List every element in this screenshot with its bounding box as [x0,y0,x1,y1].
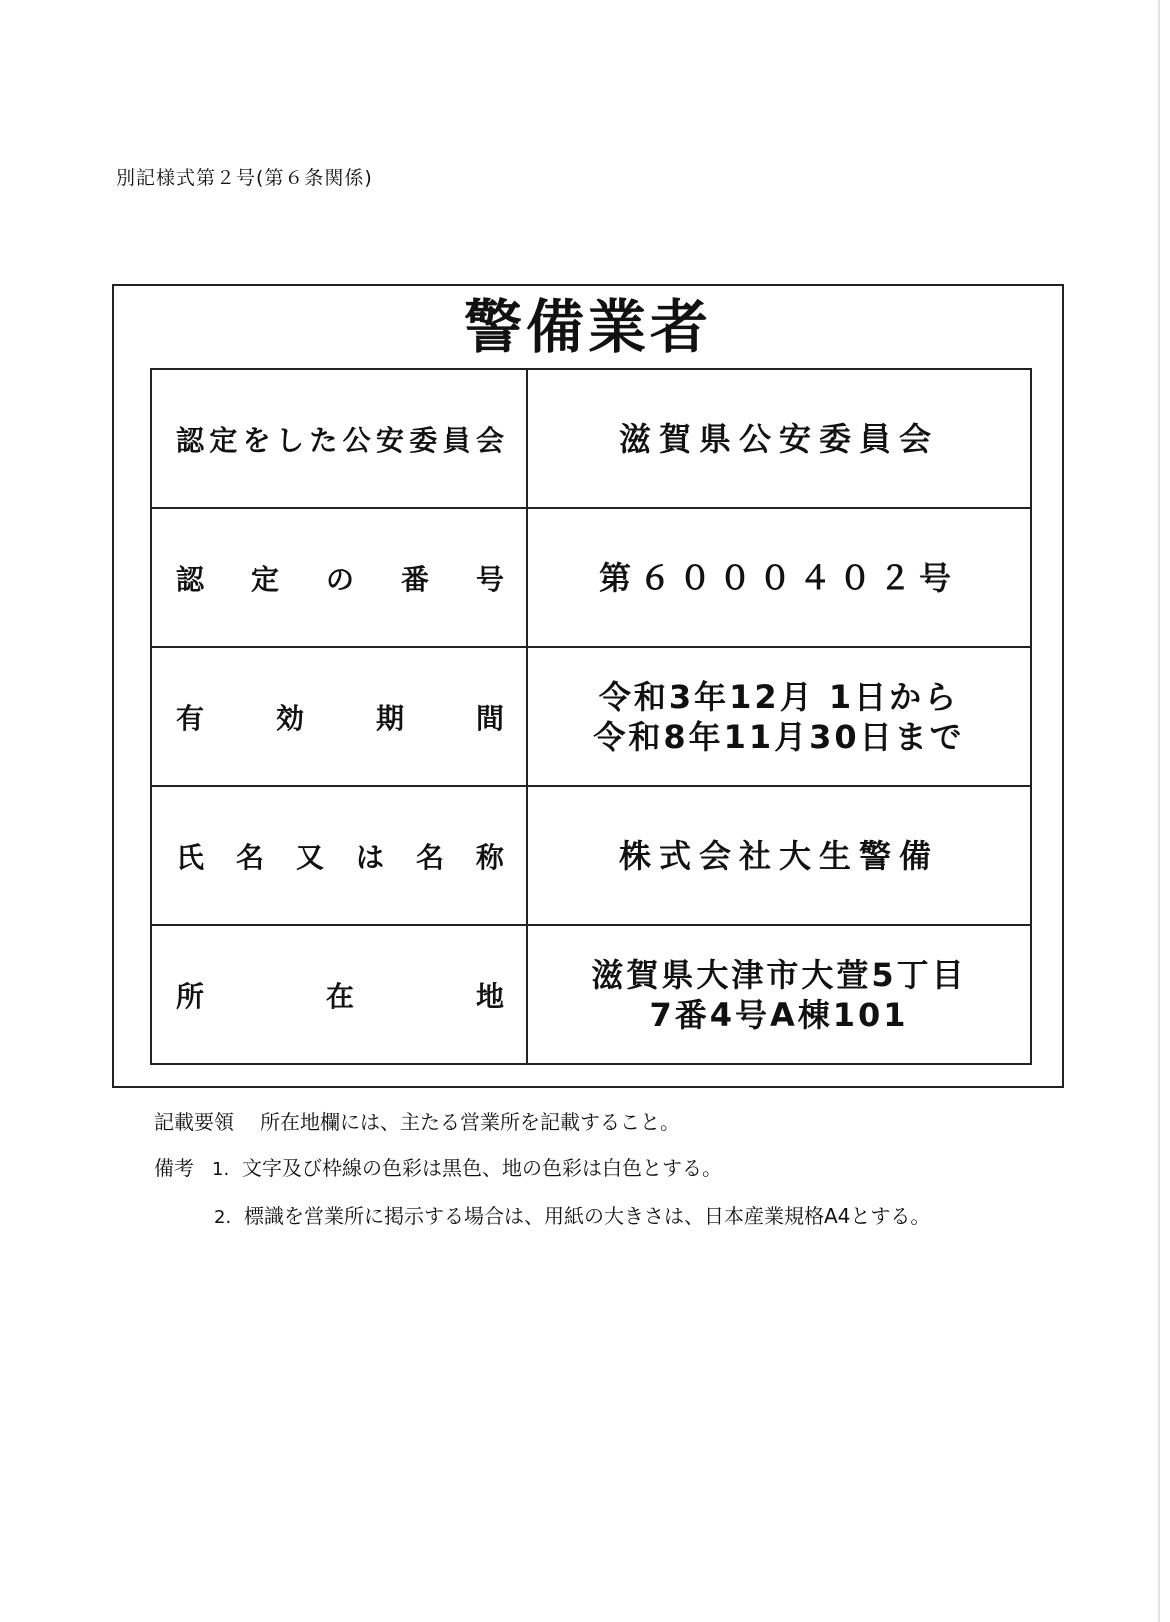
label-char: 期 [375,701,404,735]
label-char: 号 [475,562,504,596]
value-line: 滋賀県公安委員会 [618,419,939,458]
table-row [151,925,1031,1064]
note-heading: 記載要領 [154,1110,234,1134]
value-line: 株式会社大生警備 [618,836,939,875]
label-char: 委 [409,423,438,457]
note-entry-instructions [154,1110,930,1134]
value-cell [527,925,1031,1064]
label-cell [151,786,527,925]
note-text: 標識を営業所に掲示する場合は、用紙の大きさは、日本産業規格A4とする。 [244,1204,931,1228]
label-char: 安 [375,423,404,457]
table-row [151,508,1031,647]
label-char: 員 [442,423,471,457]
value-cell [527,369,1031,508]
label-address [152,975,526,1015]
note-text: 所在地欄には、主たる営業所を記載すること。 [260,1110,680,1134]
value-approving-commission [528,419,1030,459]
note-remark-2 [154,1204,930,1230]
label-char: 会 [475,423,504,457]
label-char: 番 [400,562,429,596]
label-char: し [275,423,304,457]
value-line: 令和3年12月 1日から [598,677,960,716]
label-char: 又 [295,840,324,874]
label-validity-period [152,697,526,737]
label-char: 有 [176,701,205,735]
value-cell [527,508,1031,647]
table-row [151,786,1031,925]
value-address [528,955,1030,1035]
label-approving-commission [152,419,526,459]
table-row [151,369,1031,508]
label-cell [151,508,527,647]
table-row [151,647,1031,786]
label-char: 在 [325,979,354,1013]
value-line: 滋賀県大津市大萱5丁目 [591,955,967,994]
label-cell [151,925,527,1064]
value-approval-number [528,558,1030,598]
form-reference: 別記様式第２号(第６条関係) [116,167,373,189]
value-line: 第６０００４０２号 [598,558,959,597]
note-remark-1 [154,1156,930,1182]
label-char: を [242,423,271,457]
label-char: は [355,840,384,874]
value-line: 7番4号A棟101 [649,995,909,1034]
label-cell [151,369,527,508]
label-char: 称 [475,840,504,874]
label-char: 所 [176,979,205,1013]
note-heading: 備考 [154,1156,194,1180]
value-cell [527,786,1031,925]
sign-frame [112,284,1064,1088]
sign-title: 警備業者 [463,293,712,361]
label-char: 認 [176,562,205,596]
label-company-name [152,836,526,876]
label-approval-number [152,558,526,598]
label-char: 名 [415,840,444,874]
label-char: 公 [342,423,371,457]
label-char: 間 [475,701,504,735]
value-validity-period [528,677,1030,757]
label-char: た [309,423,338,457]
label-char: 氏 [176,840,205,874]
value-company-name [528,836,1030,876]
label-char: 効 [275,701,304,735]
label-char: 認 [176,423,205,457]
info-table [150,368,1032,1065]
label-char: 地 [475,979,504,1013]
label-char: 定 [250,562,279,596]
note-number: 1. [212,1159,230,1180]
notes-section [154,1110,930,1252]
label-char: 名 [235,840,264,874]
note-number: 2. [214,1207,232,1228]
value-cell [527,647,1031,786]
label-char: 定 [209,423,238,457]
label-char: の [325,562,354,596]
note-text: 文字及び枠線の色彩は黒色、地の色彩は白色とする。 [242,1156,722,1180]
value-line: 令和8年11月30日まで [593,717,965,756]
label-cell [151,647,527,786]
